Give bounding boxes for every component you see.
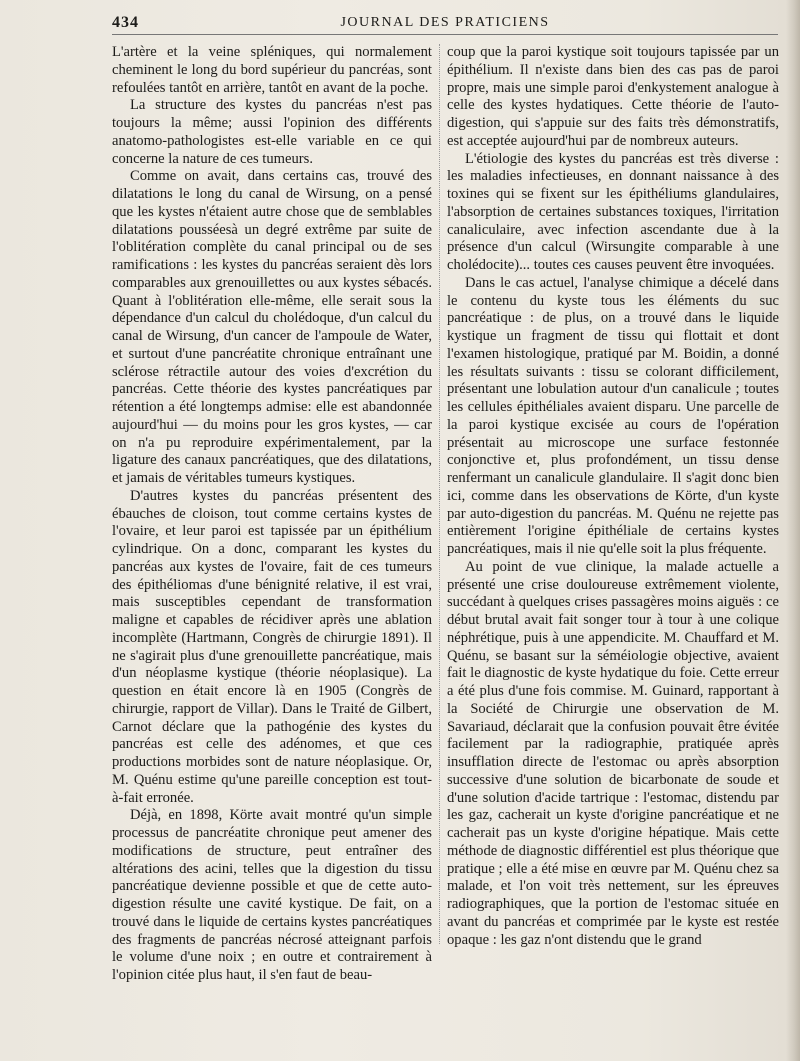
page-edge-shadow: [786, 0, 800, 1061]
page-number: 434: [112, 14, 139, 31]
right-column: [447, 44, 779, 949]
paragraph: Déjà, en 1898, Körte avait montré qu'un simple processus de pancréatite chronique peut amener des modifications de structure, peut entraîner des altérations des acini, telles que la digestion du tissu pancréatique devienne possible et que de cette auto-digestion résulte une cavité kystique. De fait, on a trouvé dans le liquide de certains kystes pancréatiques des fragments de pancréas nécrosé atteignant parfois le volume d'une noix ; en outre et contrairement à l'opinion citée plus haut, il s'en faut de beau-: [112, 807, 432, 983]
page-header: [112, 12, 778, 35]
left-column: [112, 44, 432, 985]
journal-title: JOURNAL DES PRATICIENS: [340, 15, 550, 30]
paragraph: L'étiologie des kystes du pancréas est très diverse : les maladies infectieuses, en donnant naissance à des toxines qui se fixent sur les épithéliums glandulaires, l'absorption de certaines substances toxiques, l'irritation canaliculaire, avec infection ascendante due à la présence d'un calcul (Wirsungite comparable à une cholédocite)... toutes ces causes peuvent être invoquées.: [447, 150, 779, 273]
paragraph: Dans le cas actuel, l'analyse chimique a décelé dans le contenu du kyste tous les éléments du suc pancréatique : de plus, on a trouvé dans le liquide kystique un fragment de tissu qui flottait et dont l'examen histologique, pratiqué par M. Boidin, a donné les résultats suivants : tissu se colorant difficilement, présentant une lobulation autour d'un canalicule ; toutes les cellules épithéliales avaient disparu. Une parcelle de la paroi kystique excisée au cours de l'opération présentait au microscope une surface festonnée conjonctive et, plus profondément, un tissu dense renfermant un canalicule glandulaire. Il s'agit donc bien ici, comme dans les observations de Körte, d'un kyste par auto-digestion du pancréas. M. Quénu ne rejette pas entièrement l'origine épithéliale de certains kystes pancréatiques, mais il nie qu'elle soit la plus fréquente.: [447, 274, 779, 557]
paragraph: La structure des kystes du pancréas n'est pas toujours la même; aussi l'opinion des différents anatomo-pathologistes est-elle variable en ce qui concerne la nature de ces tumeurs.: [112, 97, 432, 167]
paragraph: L'artère et la veine spléniques, qui normalement cheminent le long du bord supérieur du pancréas, sont refoulées tantôt en arrière, tantôt en avant de la poche.: [112, 44, 432, 96]
paragraph: coup que la paroi kystique soit toujours tapissée par un épithélium. Il n'existe dans bien des cas pas de paroi propre, mais une simple paroi d'enkystement analogue à celle des kystes hydatiques. Cette théorie de l'auto-digestion, qui s'appuie sur des faits très démonstratifs, est acceptée aujourd'hui par de nombreux auteurs.: [447, 44, 779, 149]
paragraph: Comme on avait, dans certains cas, trouvé des dilatations le long du canal de Wirsung, on a pensé que les kystes n'étaient autre chose que de semblables dilatations pousséesà un degré extrême par suite de l'oblitération complète du canal principal ou de ses ramifications : les kystes du pancréas seraient dès lors comparables aux grenouillettes ou aux kystes sébacés. Quant à l'oblitération elle-même, elle serait sous la dépendance d'un calcul du cholédoque, d'un calcul du canal de Wirsung, d'un cancer de l'ampoule de Water, et surtout d'une pancréatite chronique entraînant une sclérose rétractile autour des voies d'excrétion du pancréas. Cette théorie des kystes pancréatiques par rétention a été longtemps admise: elle est abandonnée aujourd'hui — du moins pour les gros kystes, — car on n'a pu reproduire expérimentalement, par la ligature des canaux pancréatiques, que des dilatations, et jamais de véritables tumeurs kystiques.: [112, 168, 432, 486]
paragraph: Au point de vue clinique, la malade actuelle a présenté une crise douloureuse extrêmement violente, succédant à quelques crises passagères moins aiguës : ce début brutal avait fait songer tour à tour à une colique néphrétique, puis à une appendicite. M. Chauffard et M. Quénu, se basant sur la séméiologie objective, avaient fait le diagnostic de kyste hydatique du foie. Cette erreur a été plus d'une fois commise. M. Guinard, rapportant à la Société de Chirurgie une observation de M. Savariaud, déclarait que la confusion pouvait être évitée facilement par la radiographie, pratiquée après insufflation directe de l'estomac ou après absorption successive d'une solution de bicarbonate de soude et d'une solution d'acide tartrique : l'estomac, distendu par les gaz, cacherait un kyste d'origine pancréatique et ne cacherait pas un kyste d'origine hépatique. Mais cette méthode de diagnostic différentiel est plus théorique que pratique ; elle a été mise en œuvre par M. Quénu chez sa malade, et l'on voit très nettement, sur les épreuves radiographiques, que la portion de l'estomac située en avant du pancréas et comprimée par le kyste est restée opaque : les gaz n'ont distendu que le grand: [447, 558, 779, 948]
column-divider: [439, 44, 440, 944]
paragraph: D'autres kystes du pancréas présentent des ébauches de cloison, tout comme certains kystes de l'ovaire, et leur paroi est tapissée par un épithélium cylindrique. On a donc, comparant les kystes du pancréas aux kystes de l'ovaire, fait de ces tumeurs des épithéliomas d'une bénignité relative, il est vrai, mais susceptibles cependant de transformation maligne et capables de récidiver après une ablation incomplète (Hartmann, Congrès de chirurgie 1891). Il ne s'agirait plus d'une grenouillette pancréatique, mais d'un néoplasme kystique (théorie néoplasique). La question en était encore là en 1905 (Congrès de chirurgie, rapport de Villar). Dans le Traité de Gilbert, Carnot déclare que la pathogénie des kystes du pancréas est celle des adénomes, et que ces productions morbides sont de nature néoplasique. Or, M. Quénu estime qu'une pareille conception est tout-à-fait erronée.: [112, 487, 432, 806]
